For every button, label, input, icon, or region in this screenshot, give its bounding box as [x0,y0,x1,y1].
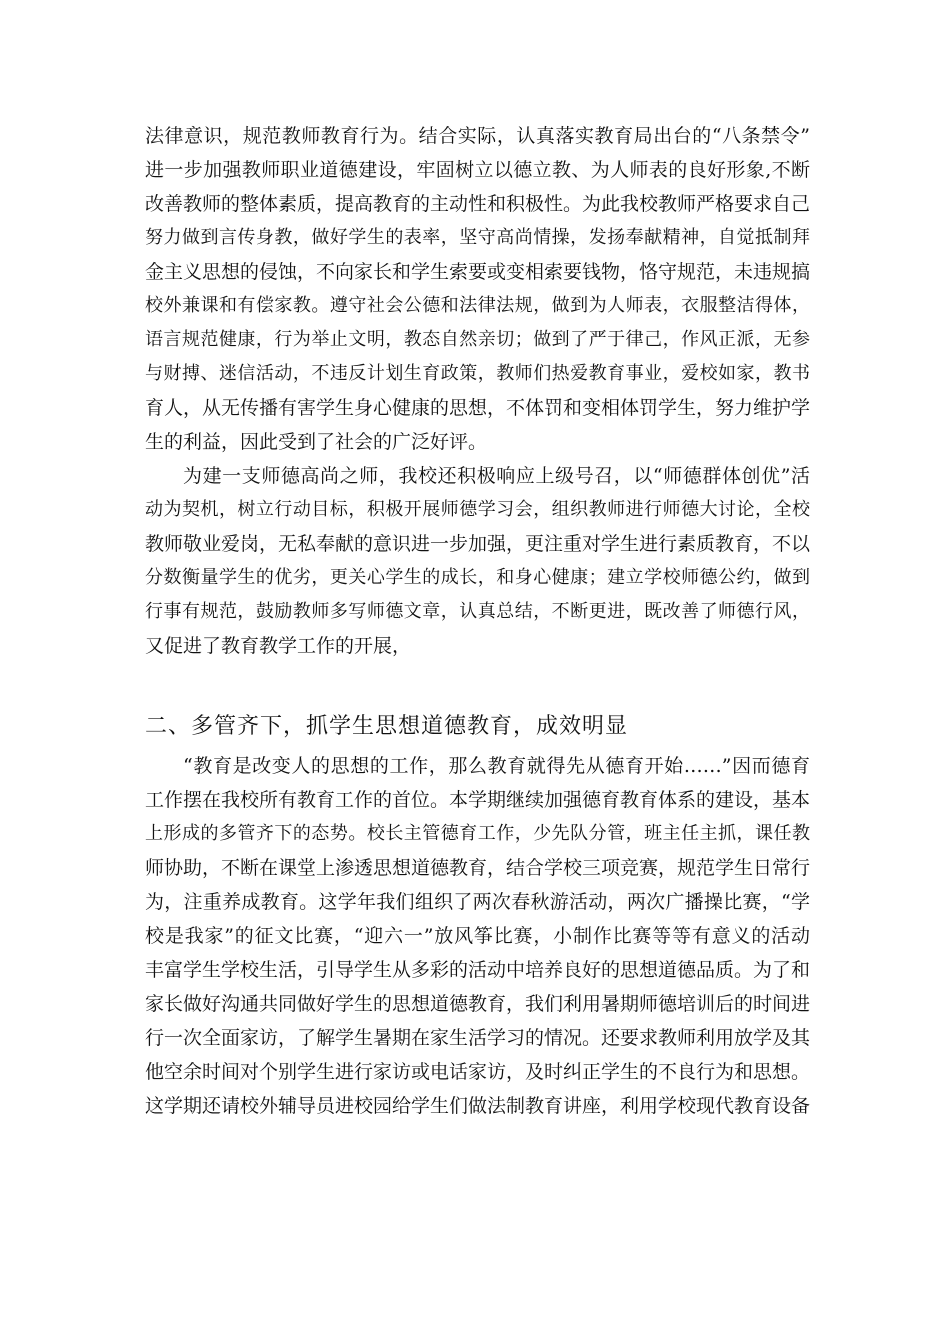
text-line: 师协助，不断在课堂上渗透思想道德教育，结合学校三项竞赛，规范学生日常行 [145,857,811,879]
text-line: 分数衡量学生的优劣，更关心学生的成长，和身心健康；建立学校师德公约，做到 [145,567,810,588]
text-line: 动为契机，树立行动目标，积极开展师德学习会，组织教师进行师德大讨论，全校 [145,499,810,520]
text-line: 为建一支师德高尚之师，我校还积极响应上级号召，以“师德群体创优”活 [183,465,810,487]
text-line: 工作摆在我校所有教育工作的首位。本学期继续加强德育教育体系的建设，基本 [145,789,811,811]
text-line: 语言规范健康，行为举止文明，教态自然亲切；做到了严于律己，作风正派，无参 [145,329,810,350]
paragraph-3 [145,749,810,1123]
text-line: 生的利益，因此受到了社会的广泛好评。 [145,431,488,453]
text-line: 校是我家”的征文比赛，“迎六一”放风筝比赛，小制作比赛等等有意义的活动 [145,925,810,947]
section-heading: 二、多管齐下，抓学生思想道德教育，成效明显 [145,714,629,739]
text-line: 金主义思想的侵蚀，不向家长和学生索要或变相索要钱物，恪守规范，未违规搞 [145,261,811,283]
text-line: “教育是改变人的思想的工作，那么教育就得先从德育开始……”因而德育 [183,755,810,777]
text-line: 行事有规范，鼓励教师多写师德文章，认真总结，不断更进，既改善了师德行风， [145,601,810,622]
text-line: 育人，从无传播有害学生身心健康的思想，不体罚和变相体罚学生，努力维护学 [145,397,811,419]
text-line: 丰富学生学校生活，引导学生从多彩的活动中培养良好的思想道德品质。为了和 [145,959,811,981]
text-line: 行一次全面家访，了解学生暑期在家生活学习的情况。还要求教师利用放学及其 [145,1027,811,1049]
text-line: 他空余时间对个别学生进行家访或电话家访，及时纠正学生的不良行为和思想。 [145,1061,811,1083]
text-line: 又促进了教育教学工作的开展， [145,635,412,657]
text-line: 这学期还请校外辅导员进校园给学生们做法制教育讲座，利用学校现代教育设备 [145,1095,811,1117]
text-line: 进一步加强教师职业道德建设，牢固树立以德立教、为人师表的良好形象,不断 [145,159,810,181]
text-line: 改善教师的整体素质，提高教育的主动性和积极性。为此我校教师严格要求自己 [145,193,811,215]
text-line: 法律意识，规范教师教育行为。结合实际，认真落实教育局出台的“八条禁令” [145,125,810,147]
text-line: 上形成的多管齐下的态势。校长主管德育工作，少先队分管，班主任主抓，课任教 [145,823,810,844]
text-line: 教师敬业爱岗，无私奉献的意识进一步加强，更注重对学生进行素质教育，不以 [145,533,811,555]
document-body [145,119,810,1123]
text-line: 为，注重养成教育。这学年我们组织了两次春秋游活动，两次广播操比赛，“学 [145,891,810,913]
paragraph-2 [145,459,810,663]
text-line: 努力做到言传身教，做好学生的表率，坚守高尚情操，发扬奉献精神，自觉抵制拜 [145,227,810,248]
text-line: 与财搏、迷信活动，不违反计划生育政策，教师们热爱教育事业，爱校如家，教书 [145,363,810,384]
text-line: 家长做好沟通共同做好学生的思想道德教育，我们利用暑期师德培训后的时间进 [145,993,811,1015]
paragraph-1 [145,119,810,459]
text-line: 校外兼课和有偿家教。遵守社会公德和法律法规，做到为人师表，衣服整洁得体， [145,295,810,316]
